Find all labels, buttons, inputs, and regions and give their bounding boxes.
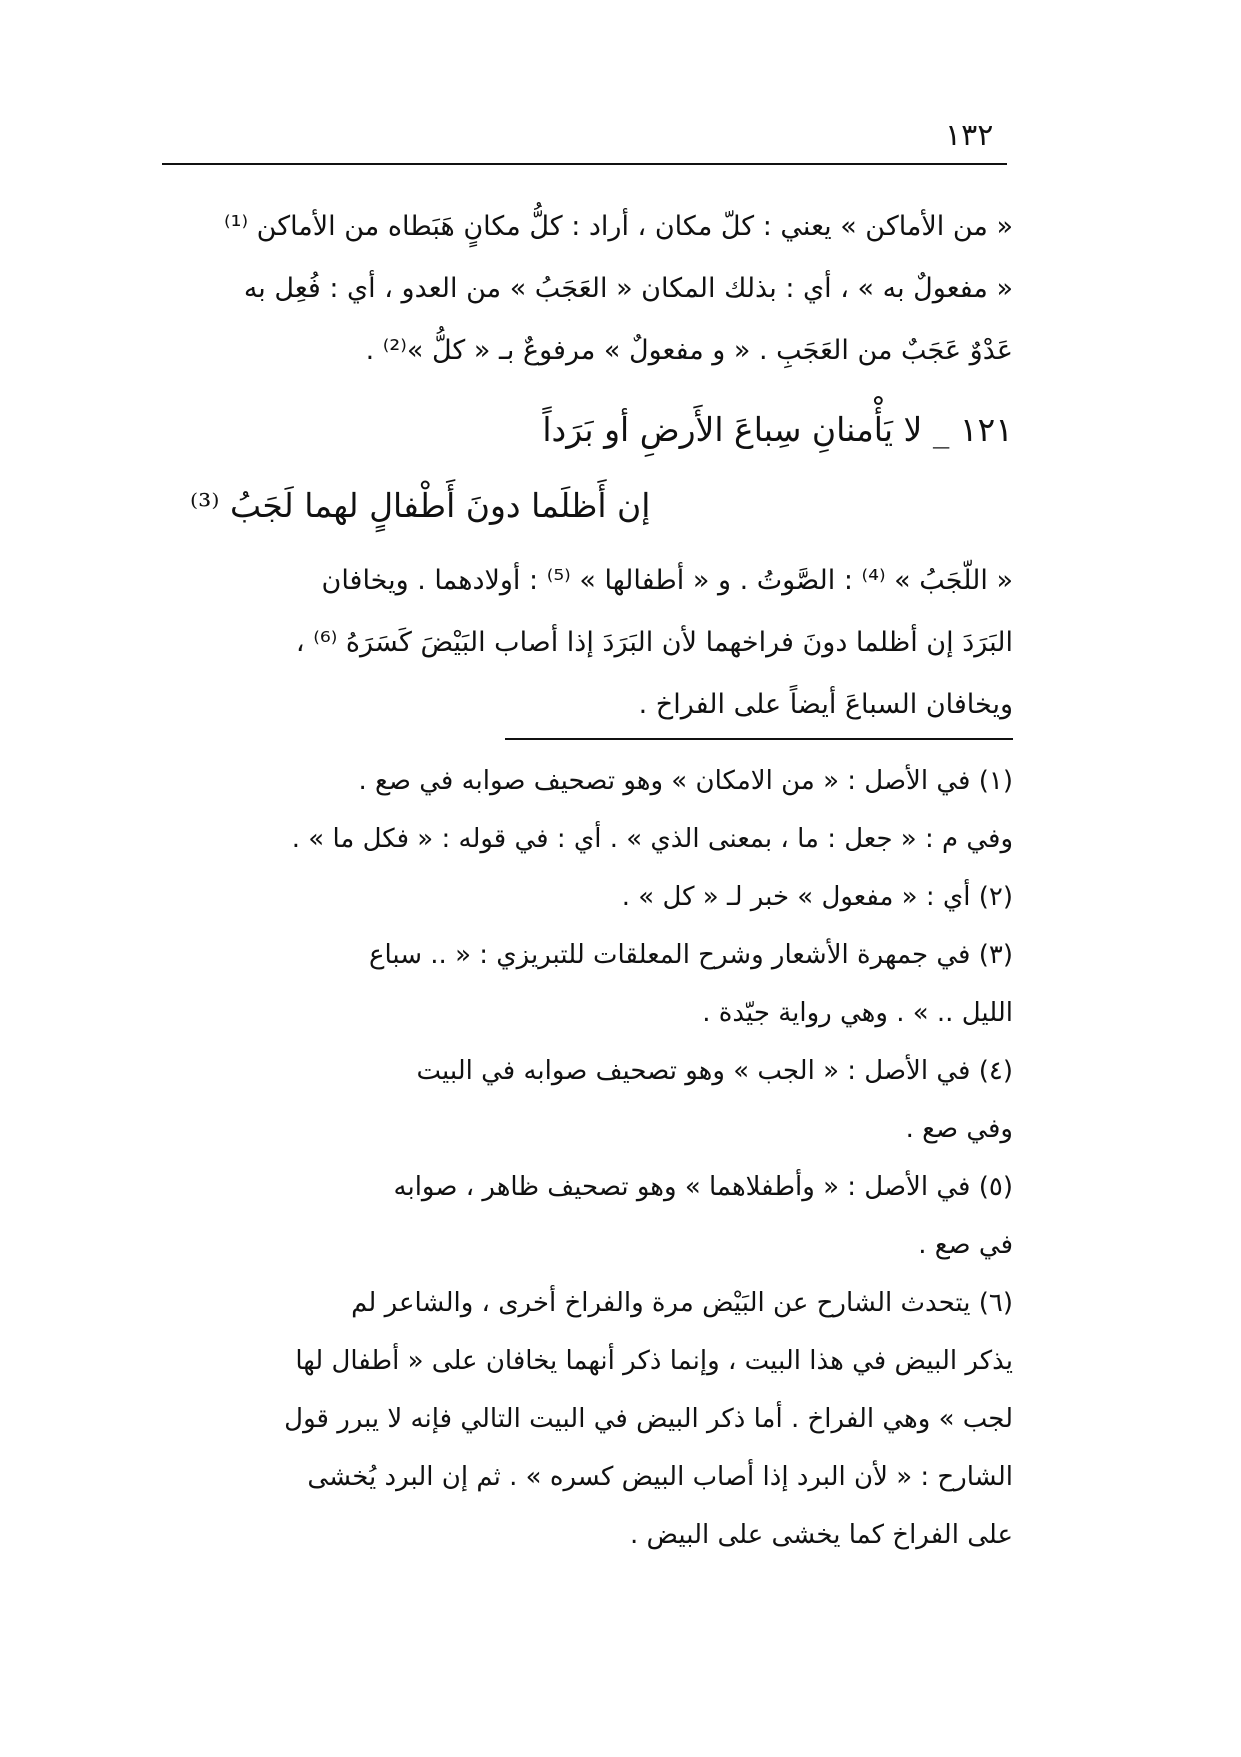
footnote-line: وفي م : « جعل : ما ، بمعنى الذي » . أي : في قوله : « فكل ما » .: [291, 824, 1013, 854]
footnote-line: الليل .. » . وهي رواية جيّدة .: [702, 998, 1013, 1028]
verse-second-hemistich: إن أَظلَما دونَ أَطْفالٍ لهما لَجَبُ ⁽³⁾: [190, 486, 651, 525]
footnote-line: (٣) في جمهرة الأشعار وشرح المعلقات للتبريزي : « .. سباع: [368, 940, 1013, 970]
footnote-line: (١) في الأصل : « من الامكان » وهو تصحيف صوابه في صع .: [358, 766, 1013, 796]
footnotes: [158, 752, 1013, 1564]
verse-first-hemistich: ١٢١ _ لا يَأْمنانِ سِباعَ الأَرضِ أو بَرَداً: [542, 410, 1013, 449]
prose-line: « من الأماكن » يعني : كلّ مكان ، أراد : كلُّ مكانٍ هَبَطاه من الأماكن ⁽¹⁾: [223, 211, 1013, 242]
commentary-line: « اللّجَبُ » ⁽⁴⁾ : الصَّوتُ . و « أطفالها » ⁽⁵⁾ : أولادهما . ويخافان: [321, 565, 1013, 596]
prose-line: عَدْوٌ عَجَبٌ من العَجَبِ . « و مفعولٌ » مرفوعٌ بـ « كلُّ »⁽²⁾ .: [365, 335, 1013, 366]
footnote-line: على الفراخ كما يخشى على البيض .: [630, 1520, 1013, 1550]
footnote-line: (٥) في الأصل : « وأطفلاهما » وهو تصحيف ظاهر ، صوابه: [393, 1172, 1013, 1202]
footnote-line: لجب » وهي الفراخ . أما ذكر البيض في البيت التالي فإنه لا يبرر قول: [284, 1404, 1013, 1434]
footnote-line: (٤) في الأصل : « الجب » وهو تصحيف صوابه في البيت: [416, 1056, 1013, 1086]
header-rule: [162, 163, 1007, 165]
footnote-line: في صع .: [918, 1230, 1013, 1260]
commentary-prose: [158, 196, 1013, 382]
commentary-line: البَرَدَ إن أظلما دونَ فراخهما لأن البَرَدَ إذا أصاب البَيْضَ كَسَرَهُ ⁽⁶⁾ ،: [295, 627, 1013, 658]
commentary-line: ويخافان السباعَ أيضاً على الفراخ .: [638, 689, 1013, 720]
footnote-line: (٦) يتحدث الشارح عن البَيْض مرة والفراخ أخرى ، والشاعر لم: [351, 1288, 1013, 1318]
footnote-line: وفي صع .: [905, 1114, 1013, 1144]
prose-line: « مفعولٌ به » ، أي : بذلك المكان « العَجَبُ » من العدو ، أي : فُعِل به: [243, 273, 1013, 304]
verse-commentary: [158, 550, 1013, 736]
footnote-line: (٢) أي : « مفعول » خبر لـ « كل » .: [621, 882, 1013, 912]
page-number: ١٣٢: [945, 118, 994, 153]
footnote-line: يذكر البيض في هذا البيت ، وإنما ذكر أنهما يخافان على « أطفال لها: [295, 1346, 1013, 1376]
footnote-separator: [505, 738, 1013, 740]
footnote-line: الشارح : « لأن البرد إذا أصاب البيض كسره » . ثم إن البرد يُخشى: [307, 1462, 1013, 1492]
